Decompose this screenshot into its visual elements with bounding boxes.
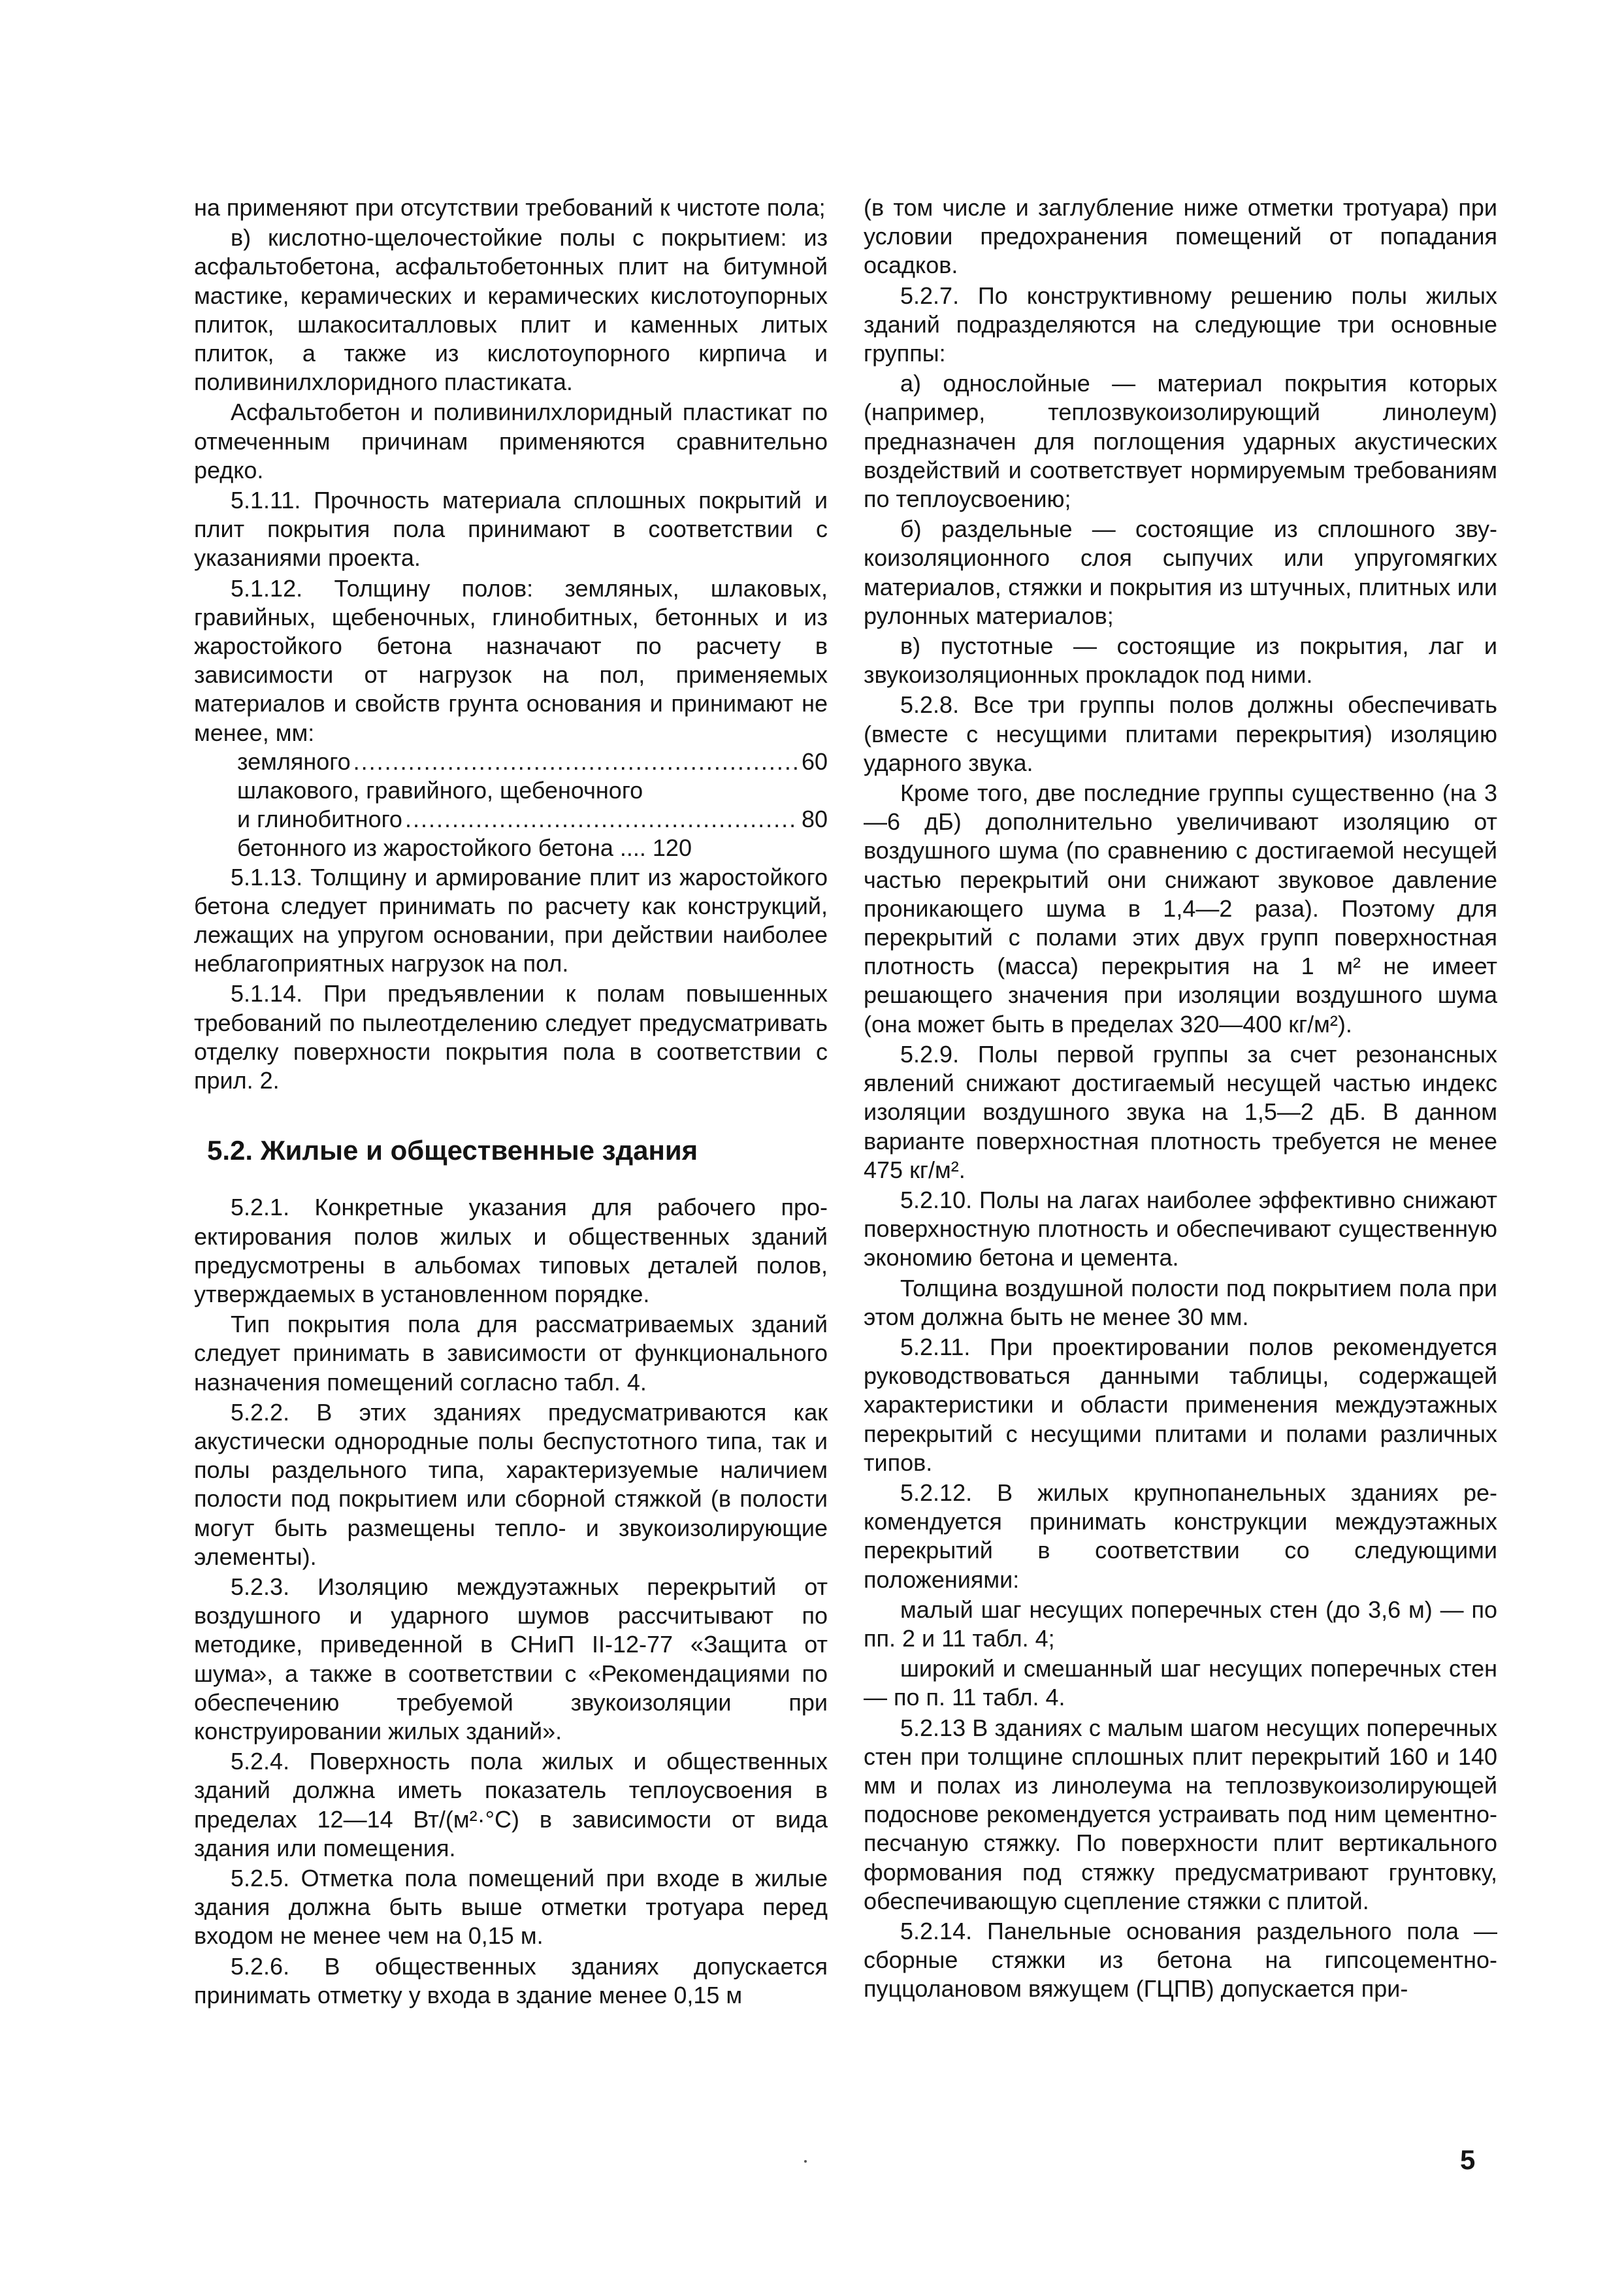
thickness-row-name: и глинобитного: [237, 806, 402, 833]
paragraph: 5.2.10. Полы на лагах наиболее эффективно снижают поверхностную плотность и обеспечивают существенную экономию бетона и цемента.: [864, 1186, 1497, 1271]
paragraph: в) пустотные — состоящие из покрытия, лаг и звукоизоляционных прокладок под ними.: [864, 632, 1497, 689]
paragraph: 5.2.13 В зданиях с малым шагом несущих поперечных стен при толщине сплошных плит перекрытий 160 и 140 мм и полах из линолеума на теплозвукоизолирующей подоснове рекомендуется устраивать под ним цементно-песчаную стяжку. По поверхности плит вертикального формования под стяжку предусматривают грунтовку, обеспечивающую сцепление стяжки с плитой.: [864, 1714, 1497, 1914]
thickness-row: [237, 834, 828, 862]
dot-leader: [353, 747, 799, 776]
paragraph: 5.2.7. По конструктивному решению полы жилых зданий подразделяются на следующие три основные группы:: [864, 282, 1497, 367]
thickness-row-value: 60: [801, 747, 828, 775]
paragraph: 5.2.12. В жилых крупнопанельных зданиях рекомендуется принимать конструкции междуэтажных перекрытий в соответствии со следующими положениями:: [864, 1479, 1497, 1593]
paragraph: 5.2.5. Отметка пола помещений при входе в жилые здания должна быть выше отметки тротуара перед входом не менее чем на 0,15 м.: [194, 1864, 828, 1950]
right-column: [864, 193, 1497, 2004]
paragraph: 5.2.9. Полы первой группы за счет резонансных явлений снижают достигаемый несущей частью индекс изоляции воздушного звука на 1,5—2 дБ. В данном варианте поверхностная плотность требуется не менее 475 кг/м².: [864, 1040, 1497, 1183]
paragraph: б) раздельные — состоящие из сплошного звукоизоляционного слоя сыпучих или упругомягких материалов, стяжки и покрытия из штучных, плитных или рулонных материалов;: [864, 516, 1497, 629]
paragraph: 5.2.11. При проектировании полов рекомендуется руководствоваться данными таблицы, содержащей характеристики и области применения междуэтажных перекрытий с несущими плитами и полами различных типов.: [864, 1333, 1497, 1476]
thickness-row-line: шлакового, гравийного, щебеночного: [237, 777, 643, 804]
thickness-row-name: земляного: [237, 747, 351, 775]
paragraph: в) кислотно-щелочестойкие полы с покрытием: из асфальтобетона, асфальтобетонных плит на битумной мастике, керамических и керамических кислотоупорных плиток, шлакоситалловых плит и каменных литых плиток, а также из кислотоупорного кирпича и поливинилхлоридного пластиката.: [194, 224, 828, 396]
paragraph: Асфальтобетон и поливинилхлоридный пластикат по отмеченным причинам применяются сравнительно редко.: [194, 399, 828, 483]
paragraph: 5.1.12. Толщину полов: земляных, шлаковых, гравийных, щебеночных, глинобитных, бетонных и из жаростойкого бетона назначают по расчету в зависимости от нагрузок на пол, применяемых материалов и свойств грунта основания и принимают не менее, мм:: [194, 574, 828, 746]
paragraph: 5.2.3. Изоляцию междуэтажных перекрытий от воздушного и ударного шумов рассчитывают по методике, приведенной в СНиП II-12-77 «Защита от шума», а также в соответствии с «Рекомендациями по обеспечению требуемой звукоизоляции при конструировании жилых зданий».: [194, 1573, 828, 1745]
thickness-row: [237, 747, 828, 776]
dot-leader-short: ....: [619, 834, 646, 862]
paragraph: (в том числе и заглубление ниже отметки тротуара) при условии предохранения помещений от попадания осадков.: [864, 194, 1497, 279]
paragraph: 5.2.8. Все три группы полов должны обеспечивать (вместе с несущими плитами перекрытия) изоляцию ударного звука.: [864, 691, 1497, 776]
page-number: 5: [1460, 2144, 1476, 2175]
paragraph: Тип покрытия пола для рассматриваемых зданий следует принимать в зависимости от функционального назначения помещений согласно табл. 4.: [194, 1311, 828, 1396]
paragraph: 5.2.14. Панельные основания раздельного пола — сборные стяжки из бетона на гипсоцементно-пуццолановом вяжущем (ГЦПВ) допускается при-: [864, 1917, 1497, 2003]
paragraph: Толщина воздушной полости под покрытием пола при этом должна быть не менее 30 мм.: [864, 1274, 1497, 1330]
left-column: [194, 193, 828, 2010]
dot-leader: [405, 805, 799, 834]
thickness-row-value: 120: [652, 834, 692, 862]
thickness-row-value: 80: [801, 806, 828, 833]
paragraph: малый шаг несущих поперечных стен (до 3,6 м) — по пп. 2 и 11 табл. 4;: [864, 1596, 1497, 1652]
thickness-row: [237, 805, 828, 834]
paragraph: 5.2.4. Поверхность пола жилых и общественных зданий должна иметь показатель теплоусвоения в пределах 12—14 Вт/(м²·°С) в зависимости от вида здания или помещения.: [194, 1748, 828, 1861]
paragraph: 5.2.2. В этих зданиях предусматриваются как акустически однородные полы беспустотного типа, так и полы раздельного типа, характеризуемые наличием полости под покрытием или сборной стяжкой (в полости могут быть размещены тепло- и звукоизолирующие элементы).: [194, 1398, 828, 1570]
paragraph: 5.1.11. Прочность материала сплошных покрытий и плит покрытия пола принимают в соответствии с указаниями проекта.: [194, 487, 828, 572]
paragraph: 5.1.14. При предъявлении к полам повышенных требований по пылеотделению следует предусматривать отделку поверхности покрытия пола в соответствии с прил. 2.: [194, 980, 828, 1094]
paragraph: на применяют при отсутствии требований к чистоте пола;: [194, 194, 826, 221]
paragraph: 5.2.1. Конкретные указания для рабочего проектирования полов жилых и общественных зданий предусмотрены в альбомах типовых деталей полов, утверждаемых в установленном порядке.: [194, 1194, 828, 1307]
thickness-row-name: бетонного из жаростойкого бетона: [237, 834, 613, 862]
paragraph: а) однослойные — материал покрытия которых (например, теплозвукоизолирующий линолеум) предназначен для поглощения ударных акустических воздействий и соответствует нормируемым требованиям по теплоусвоению;: [864, 370, 1497, 513]
paragraph: широкий и смешанный шаг несущих поперечных стен — по п. 11 табл. 4.: [864, 1655, 1497, 1711]
paragraph: Кроме того, две последние группы существенно (на 3—6 дБ) дополнительно увеличивают изоляцию от воздушного шума (по сравнению с достигаемой несущей частью перекрытий они снижают звуковое давление проникающего шума в 1,4—2 раза). Поэтому для перекрытий с полами этих двух групп поверхностная плотность (масса) перекрытия на 1 м² не имеет решающего значения при изоляции воздушного шума (она может быть в пределах 320—400 кг/м²).: [864, 779, 1497, 1038]
section-heading: 5.2. Жилые и общественные здания: [207, 1135, 698, 1166]
paragraph: 5.2.6. В общественных зданиях допускается принимать отметку у входа в здание менее 0,15 м: [194, 1952, 828, 2008]
scan-speck: [804, 2160, 807, 2163]
paragraph: 5.1.13. Толщину и армирование плит из жаростойкого бетона следует принимать по расчету как конструкций, лежащих на упругом основании, при действии наиболее неблагоприятных нагрузок на пол.: [194, 863, 828, 977]
thickness-list: [237, 747, 828, 863]
